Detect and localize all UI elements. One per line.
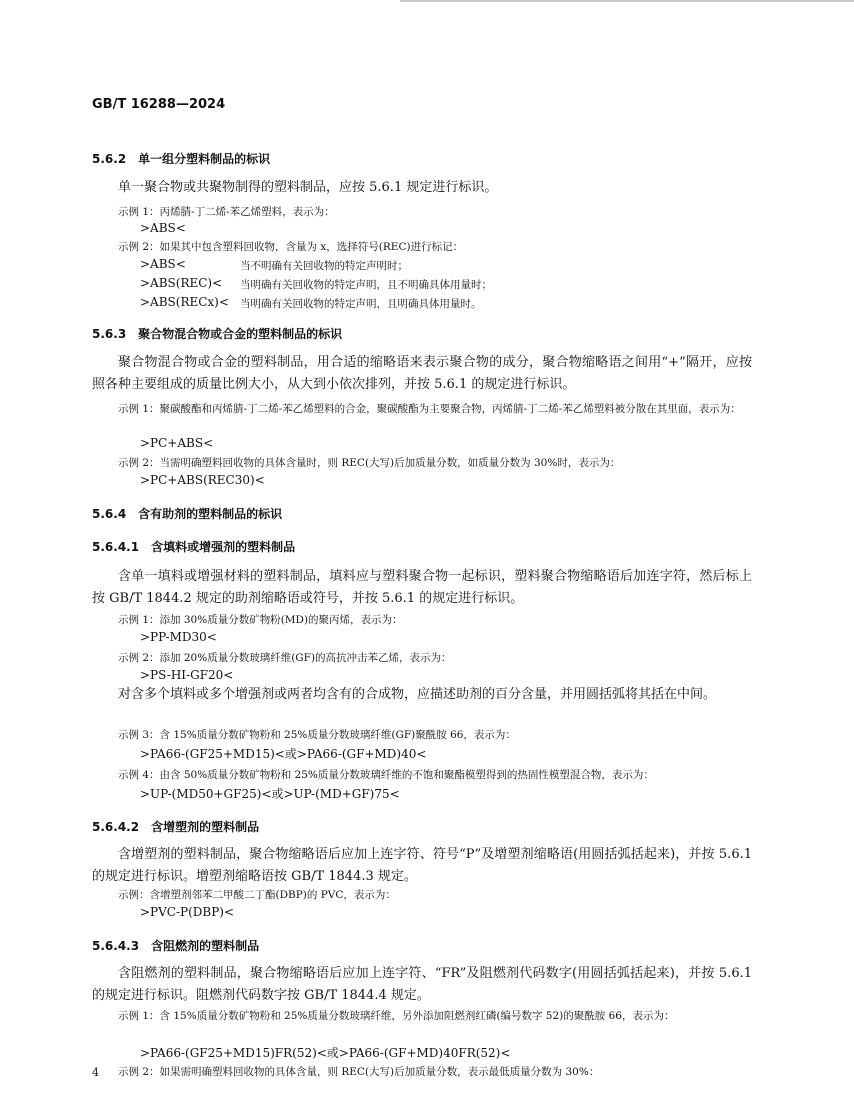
example-code: >PA66-(GF25+MD15)FR(52)<或>PA66-(GF+MD)40FR(52)< <box>140 1046 511 1060</box>
section-5-6-3-paragraph: 聚合物混合物或合金的塑料制品，用合适的缩略语来表示聚合物的成分，聚合物缩略语之间用“+”隔开，应按照各种主要组成的质量比例大小，从大到小依次排列，并按 5.6.1 的规定进行标识。 <box>92 355 752 392</box>
document-id: GB/T 16288—2024 <box>92 97 226 112</box>
example-code: >PS-HI-GF20< <box>140 668 234 682</box>
section-5-6-2-paragraph: 单一聚合物或共聚物制得的塑料制品，应按 5.6.1 规定进行标识。 <box>118 180 498 195</box>
top-rule <box>400 0 854 2</box>
example-2-label: 示例 2：如果需明确塑料回收物的具体含量，则 REC(大写)后加质量分数，表示最低质量分数为 30%： <box>118 1066 600 1078</box>
example-code: >ABS< <box>140 221 186 235</box>
rec-note-2: 当明确有关回收物的特定声明，且明确具体用量时。 <box>240 298 482 310</box>
example-label: 示例：含增塑剂邻苯二甲酸二丁酯(DBP)的 PVC，表示为： <box>118 889 396 901</box>
section-5-6-4-3-title: 5.6.4.3 含阻燃剂的塑料制品 <box>92 939 260 953</box>
rec-note-1: 当明确有关回收物的特定声明，且不明确具体用量时； <box>240 279 492 291</box>
example-code: >PP-MD30< <box>140 630 217 644</box>
rec-code-1: >ABS(REC)< <box>140 276 223 290</box>
example-1-label: 示例 1：添加 30%质量分数矿物粉(MD)的聚丙烯，表示为： <box>118 614 403 626</box>
section-5-6-2-title: 5.6.2 单一组分塑料制品的标识 <box>92 152 271 166</box>
rec-code-2: >ABS(RECx)< <box>140 295 229 309</box>
example-code: >UP-(MD50+GF25)<或>UP-(MD+GF)75< <box>140 787 400 801</box>
section-5-6-4-1-paragraph-2: 对含多个填料或多个增强剂或两者均含有的合成物，应描述助剂的百分含量，并用圆括弧将其括在中间。 <box>118 687 717 702</box>
example-4-label: 示例 4：由含 50%质量分数矿物粉和 25%质量分数玻璃纤维的不饱和聚酯模塑得到的热固性模塑混合物，表示为： <box>118 769 654 781</box>
section-5-6-4-3-paragraph: 含阻燃剂的塑料制品，聚合物缩略语后应加上连字符、“FR”及阻燃剂代码数字(用圆括弧括起来)，并按 5.6.1 的规定进行标识。阻燃剂代码数字按 GB/T 1844.4 规定。 <box>92 966 752 1003</box>
example-code: >PC+ABS< <box>140 436 214 450</box>
section-5-6-4-title: 5.6.4 含有助剂的塑料制品的标识 <box>92 507 283 521</box>
page-number: 4 <box>92 1066 99 1079</box>
example-1-label: 示例 1：含 15%质量分数矿物粉和 25%质量分数玻璃纤维，另外添加阻燃剂红磷(编号数字 52)的聚酰胺 66，表示为： <box>118 1010 675 1022</box>
section-5-6-4-2-paragraph: 含增塑剂的塑料制品，聚合物缩略语后应加上连字符、符号“P”及增塑剂缩略语(用圆括弧括起来)，并按 5.6.1 的规定进行标识。增塑剂缩略语按 GB/T 1844.3 规定。 <box>92 847 752 884</box>
example-1-label: 示例 1：聚碳酸酯和丙烯腈-丁二烯-苯乙烯塑料的合金，聚碳酸酯为主要聚合物，丙烯腈-丁二烯-苯乙烯塑料被分散在其里面，表示为： <box>118 403 741 415</box>
example-3-label: 示例 3：含 15%质量分数矿物粉和 25%质量分数玻璃纤维(GF)聚酰胺 66，表示为： <box>118 729 516 741</box>
example-2-label: 示例 2：如果其中包含塑料回收物，含量为 x，选择符号(REC)进行标记： <box>118 241 464 253</box>
example-code: >PC+ABS(REC30)< <box>140 473 265 487</box>
example-2-label: 示例 2：添加 20%质量分数玻璃纤维(GF)的高抗冲击苯乙烯，表示为： <box>118 652 452 664</box>
section-5-6-4-2-title: 5.6.4.2 含增塑剂的塑料制品 <box>92 820 260 834</box>
rec-code-0: >ABS< <box>140 257 186 271</box>
section-5-6-4-1-title: 5.6.4.1 含填料或增强剂的塑料制品 <box>92 540 296 554</box>
example-2-label: 示例 2：当需明确塑料回收物的具体含量时，则 REC(大写)后加质量分数，如质量分数为 30%时，表示为： <box>118 457 621 469</box>
section-5-6-4-1-paragraph: 含单一填料或增强材料的塑料制品，填料应与塑料聚合物一起标识，塑料聚合物缩略语后加连字符，然后标上按 GB/T 1844.2 规定的助剂缩略语或符号，并按 5.6.1 的规定进行标识。 <box>92 569 752 606</box>
example-1-label: 示例 1：丙烯腈-丁二烯-苯乙烯塑料，表示为： <box>118 206 335 218</box>
section-5-6-3-title: 5.6.3 聚合物混合物或合金的塑料制品的标识 <box>92 327 343 341</box>
example-code: >PA66-(GF25+MD15)<或>PA66-(GF+MD)40< <box>140 747 427 761</box>
rec-note-0: 当不明确有关回收物的特定声明时； <box>240 260 408 272</box>
example-code: >PVC-P(DBP)< <box>140 905 235 919</box>
